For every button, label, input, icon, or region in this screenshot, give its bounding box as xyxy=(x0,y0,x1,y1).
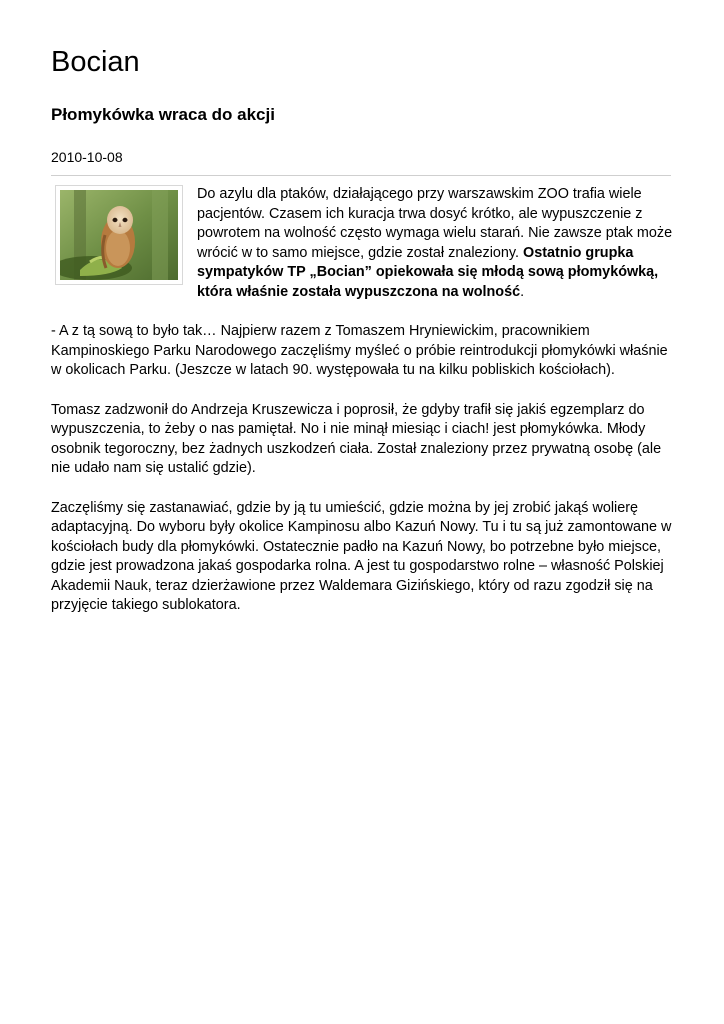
article-title: Płomykówka wraca do akcji xyxy=(51,105,275,124)
article-date: 2010-10-08 xyxy=(51,149,123,165)
article-body xyxy=(51,185,673,636)
lead-bold-text: Ostatnio grupka sympatyków TP „Bocian” opiekowała się młodą sową płomykówką, która właśnie została wypuszczona na wolność xyxy=(197,244,659,300)
owl-photo-icon xyxy=(60,190,178,280)
paragraph-3: Zaczęliśmy się zastanawiać, gdzie by ją tu umieścić, gdzie można by jej zrobić jakąś wolierę adaptacyjną. Do wyboru były okolice Kampinosu albo Kazuń Nowy. Tu i tu są już zamontowane w kościołach budy dla płomykówki. Ostatecznie padło na Kazuń Nowy, bo potrzebne było miejsce, gdzie jest prowadzona jakaś gospodarka rolna. A jest tu gospodarstwo rolne – własność Polskiej Akademii Nauk, teraz dzierżawione przez Waldemara Gizińskiego, który od razu zgodził się na przyjęcie takiego sublokatora. xyxy=(51,499,672,614)
lead-end: . xyxy=(520,283,525,300)
lead-text: Do azylu dla ptaków, działającego przy warszawskim ZOO trafia wiele pacjentów. Czasem ich kuracja trwa dosyć krótko, ale wypuszczenie z powrotem na wolność często wymaga wielu starań. Nie zawsze ptak może wrócić w to samo miejsce, gdzie został znaleziony. xyxy=(197,186,673,261)
divider xyxy=(51,175,671,176)
paragraph-1: - A z tą sową to było tak… Najpierw razem z Tomaszem Hryniewickim, pracownikiem Kampinoskiego Parku Narodowego zaczęliśmy myśleć o próbie reintrodukcji płomykówki właśnie w okolicach Parku. (Jeszcze w latach 90. występowała tu na kilku pobliskich kościołach). xyxy=(51,323,668,379)
owl-photo-thumbnail xyxy=(55,185,183,285)
site-title: Bocian xyxy=(51,46,140,78)
paragraph-2: Tomasz zadzwonił do Andrzeja Kruszewicza i poprosił, że gdyby trafił się jakiś egzemplarz do wypuszczenia, to żeby o nas pamiętał. No i nie minął miesiąc i ciach! jest płomykówka. Młody osobnik tegoroczny, bez żadnych uszkodzeń ciała. Został znaleziony przez prywatną osobę (ale nie udało nam się ustalić gdzie). xyxy=(51,401,662,477)
